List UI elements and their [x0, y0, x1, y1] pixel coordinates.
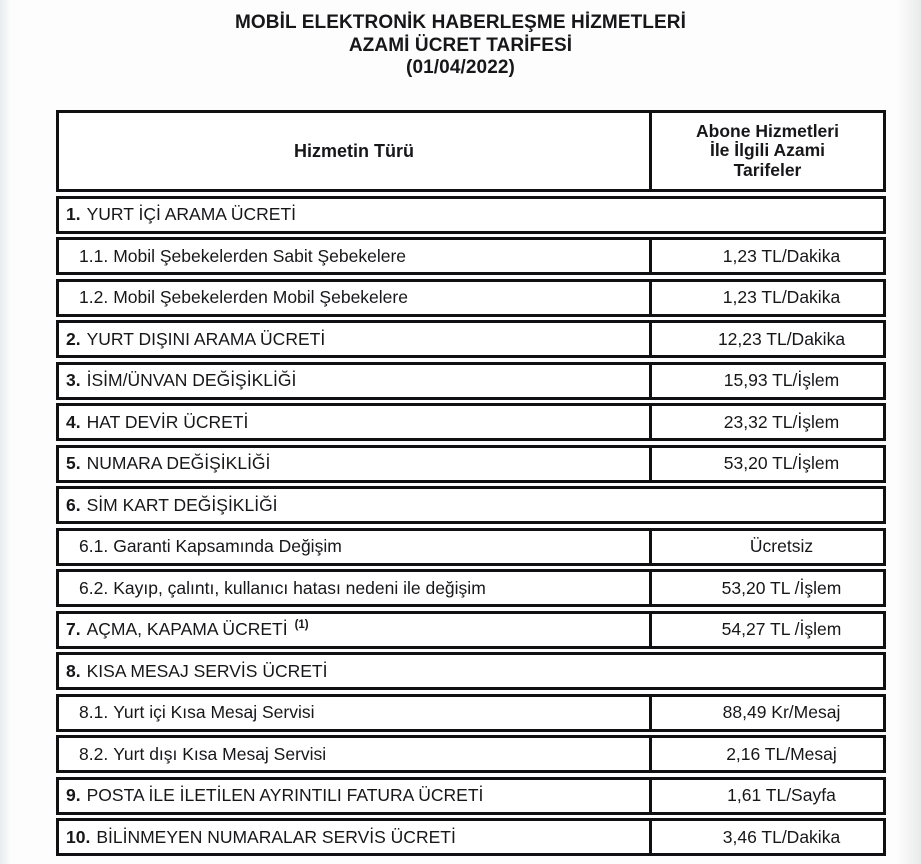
row-label: Mobil Şebekelerden Sabit Şebekelere [113, 245, 407, 266]
tariff-value-cell: 3,46 TL/Dakika [649, 821, 883, 853]
table-row [56, 279, 886, 317]
service-cell [59, 531, 649, 563]
table-row [56, 403, 886, 441]
table-row [56, 652, 886, 690]
row-number: 4. [66, 411, 81, 432]
title-line-2: AZAMİ ÜCRET TARİFESİ [348, 34, 573, 56]
table-row [56, 735, 886, 773]
row-number: 9. [66, 785, 81, 805]
row-number: 10. [66, 826, 91, 847]
column-header-max-tariffs-line: İle İlgili Azami [709, 140, 826, 161]
table-row [56, 237, 886, 275]
tariff-value-cell: 1,61 TL/Sayfa [649, 780, 883, 812]
row-number: 6.1. [79, 536, 109, 556]
row-label: Yurt içi Kısa Mesaj Servisi [113, 702, 315, 722]
row-number: 1. [66, 204, 81, 224]
row-number: 8.2. [79, 743, 109, 764]
tariff-value-cell: 12,23 TL/Dakika [649, 323, 883, 355]
service-cell [59, 738, 649, 770]
row-number: 1.2. [79, 287, 109, 307]
tariff-value-cell: 53,20 TL/İşlem [649, 448, 883, 480]
table-row [56, 694, 886, 732]
row-number: 3. [66, 370, 81, 390]
tariff-table [56, 110, 886, 856]
row-label: KISA MESAJ SERVİS ÜCRETİ [86, 660, 328, 681]
service-cell [59, 282, 649, 314]
title-line-1: MOBİL ELEKTRONİK HABERLEŞME HİZMETLERİ [234, 12, 686, 33]
column-header-max-tariffs [649, 113, 883, 189]
tariff-value-cell: 15,93 TL/İşlem [649, 365, 883, 397]
row-number: 7. [66, 619, 81, 639]
tariff-value-cell: 53,20 TL /İşlem [649, 572, 883, 604]
table-header-row [56, 110, 886, 192]
service-cell [59, 240, 649, 272]
service-cell [59, 780, 649, 812]
row-number: 6. [66, 494, 81, 515]
service-cell [59, 572, 649, 604]
tariff-value-cell: 23,32 TL/İşlem [649, 406, 883, 438]
service-cell [59, 489, 883, 521]
service-cell [59, 199, 883, 231]
tariff-value-cell: 54,27 TL /İşlem [649, 614, 883, 646]
column-header-service-type: Hizmetin Türü [294, 140, 414, 161]
table-row [56, 196, 886, 234]
row-label: Garanti Kapsamında Değişim [113, 536, 342, 556]
table-row [56, 818, 886, 856]
service-cell [59, 821, 649, 853]
row-number: 6.2. [79, 577, 109, 598]
table-row [56, 320, 886, 358]
row-label: SİM KART DEĞİŞİKLİĞİ [86, 494, 278, 515]
row-number: 2. [66, 328, 81, 349]
service-cell [59, 406, 649, 438]
column-header-max-tariffs-line: Tarifeler [733, 159, 802, 180]
table-row [56, 777, 886, 815]
tariff-value-cell: 2,16 TL/Mesaj [649, 738, 883, 770]
tariff-value-cell: 1,23 TL/Dakika [649, 240, 883, 272]
table-row [56, 362, 886, 400]
row-label: Kayıp, çalıntı, kullanıcı hatası nedeni ile değişim [113, 577, 486, 598]
service-cell [59, 655, 883, 687]
page-left-edge [0, 0, 11, 864]
column-header-max-tariffs-line: Abone Hizmetleri [696, 120, 839, 141]
row-label: YURT DIŞINI ARAMA ÜCRETİ [86, 328, 326, 349]
row-number: 5. [66, 453, 81, 473]
document-title [0, 0, 921, 80]
row-number: 8. [66, 660, 81, 681]
table-row [56, 611, 886, 649]
service-cell [59, 614, 649, 646]
row-number: 1.1. [79, 245, 109, 266]
row-label: HAT DEVİR ÜCRETİ [86, 411, 249, 432]
row-label: Yurt dışı Kısa Mesaj Servisi [113, 743, 327, 764]
table-row [56, 445, 886, 483]
row-label: İSİM/ÜNVAN DEĞİŞİKLİĞİ [86, 370, 297, 390]
tariff-value-cell: Ücretsiz [649, 531, 883, 563]
table-row [56, 528, 886, 566]
table-row [56, 569, 886, 607]
row-label: YURT İÇİ ARAMA ÜCRETİ [86, 204, 297, 224]
row-label: BİLİNMEYEN NUMARALAR SERVİS ÜCRETİ [96, 826, 456, 847]
title-date: (01/04/2022) [406, 57, 515, 78]
footnote-marker: (1) [294, 618, 309, 631]
table-row [56, 486, 886, 524]
row-label: NUMARA DEĞİŞİKLİĞİ [86, 453, 271, 473]
service-cell [59, 365, 649, 397]
row-label: AÇMA, KAPAMA ÜCRETİ [86, 619, 288, 639]
service-cell [59, 697, 649, 729]
tariff-value-cell: 1,23 TL/Dakika [649, 282, 883, 314]
page-right-edge [897, 0, 921, 864]
service-cell [59, 323, 649, 355]
tariff-value-cell: 88,49 Kr/Mesaj [649, 697, 883, 729]
row-number: 8.1. [79, 702, 109, 722]
service-cell [59, 448, 649, 480]
row-label: Mobil Şebekelerden Mobil Şebekelere [113, 287, 408, 307]
row-label: POSTA İLE İLETİLEN AYRINTILI FATURA ÜCRETİ [86, 785, 484, 805]
